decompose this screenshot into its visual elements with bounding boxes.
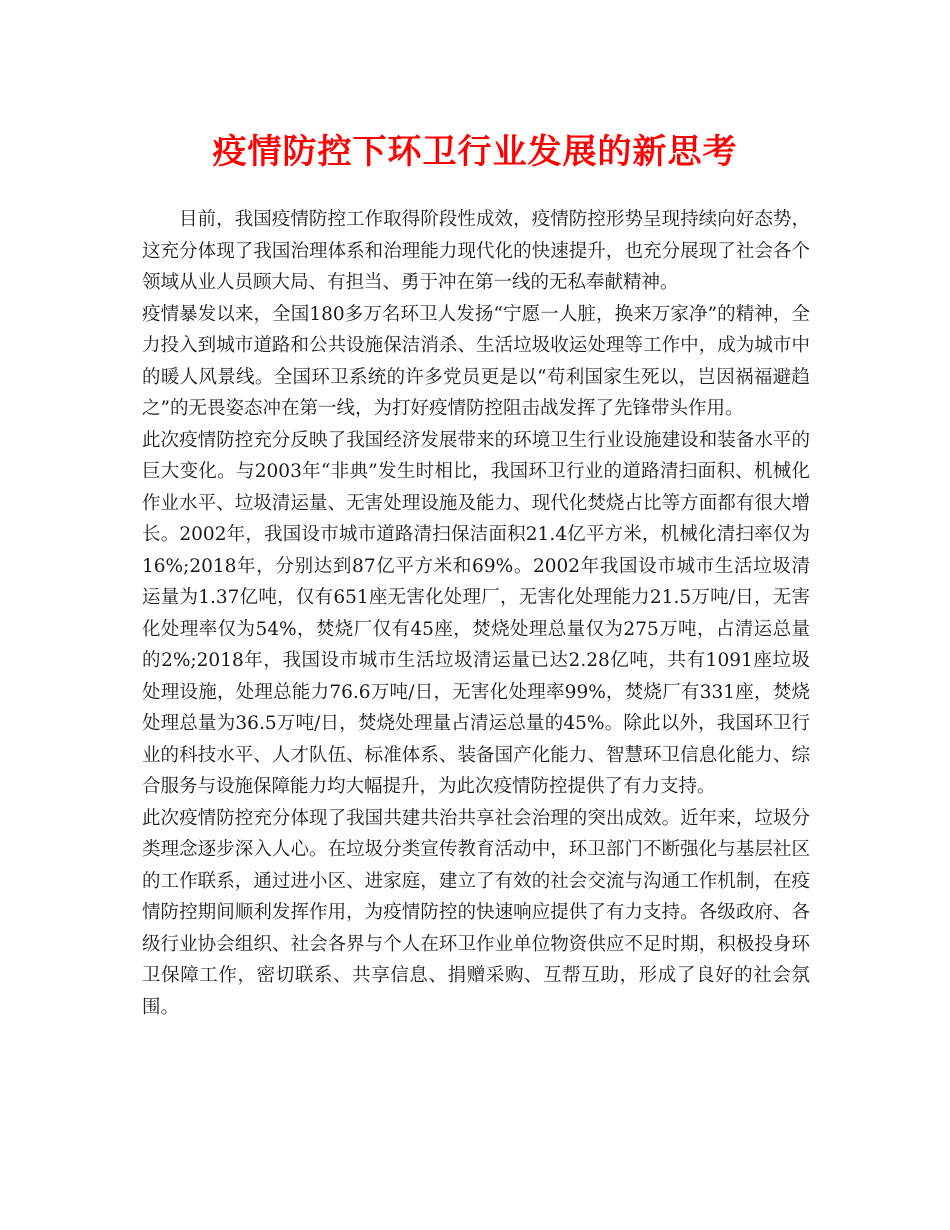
paragraph-industry-growth: 此次疫情防控充分反映了我国经济发展带来的环境卫生行业设施建设和装备水平的巨大变化。与2003年“非典”发生时相比，我国环卫行业的道路清扫面积、机械化作业水平、垃圾清运量、无害处理设施及能力、现代化焚烧占比等方面都有很大增长。2002年，我国设市城市道路清扫保洁面积21.4亿平方米，机械化清扫率仅为16%;2018年，分别达到87亿平方米和69%。2002年我国设市城市生活垃圾清运量为1.37亿吨，仅有651座无害化处理厂，无害化处理能力21.5万吨/日，无害化处理率仅为54%，焚烧厂仅有45座，焚烧处理总量仅为275万吨，占清运总量的2%;2018年，我国设市城市生活垃圾清运量已达2.28亿吨，共有1091座垃圾处理设施，处理总能力76.6万吨/日，无害化处理率99%，焚烧厂有331座，焚烧处理总量为36.5万吨/日，焚烧处理量占清运总量的45%。除此以外，我国环卫行业的科技水平、人才队伍、标准体系、装备国产化能力、智慧环卫信息化能力、综合服务与设施保障能力均大幅提升，为此次疫情防控提供了有力支持。	[142, 429, 810, 797]
paragraph-sanitation-workers: 疫情暴发以来，全国180多万名环卫人发扬“宁愿一人脏，换来万家净”的精神，全力投入到城市道路和公共设施保洁消杀、生活垃圾收运处理等工作中，成为城市中的暖人风景线。全国环卫系统的许多党员更是以“苟利国家生死以，岂因祸福避趋之”的无畏姿态冲在第一线，为打好疫情防控阻击战发挥了先锋带头作用。	[142, 303, 810, 419]
paragraph-social-governance: 此次疫情防控充分体现了我国共建共治共享社会治理的突出成效。近年来，垃圾分类理念逐步深入人心。在垃圾分类宣传教育活动中，环卫部门不断强化与基层社区的工作联系，通过进小区、进家庭，建立了有效的社会交流与沟通工作机制，在疫情防控期间顺利发挥作用，为疫情防控的快速响应提供了有力支持。各级政府、各级行业协会组织、社会各界与个人在环卫作业单位物资供应不足时期，积极投身环卫保障工作，密切联系、共享信息、捐赠采购、互帮互助，形成了良好的社会氛围。	[142, 807, 810, 1018]
document-title: 疫情防控下环卫行业发展的新思考	[212, 132, 738, 172]
paragraph-intro: 目前，我国疫情防控工作取得阶段性成效，疫情防控形势呈现持续向好态势，这充分体现了我国治理体系和治理能力现代化的快速提升，也充分展现了社会各个领域从业人员顾大局、有担当、勇于冲在第一线的无私奉献精神。	[142, 209, 810, 293]
document-body	[142, 204, 810, 1023]
